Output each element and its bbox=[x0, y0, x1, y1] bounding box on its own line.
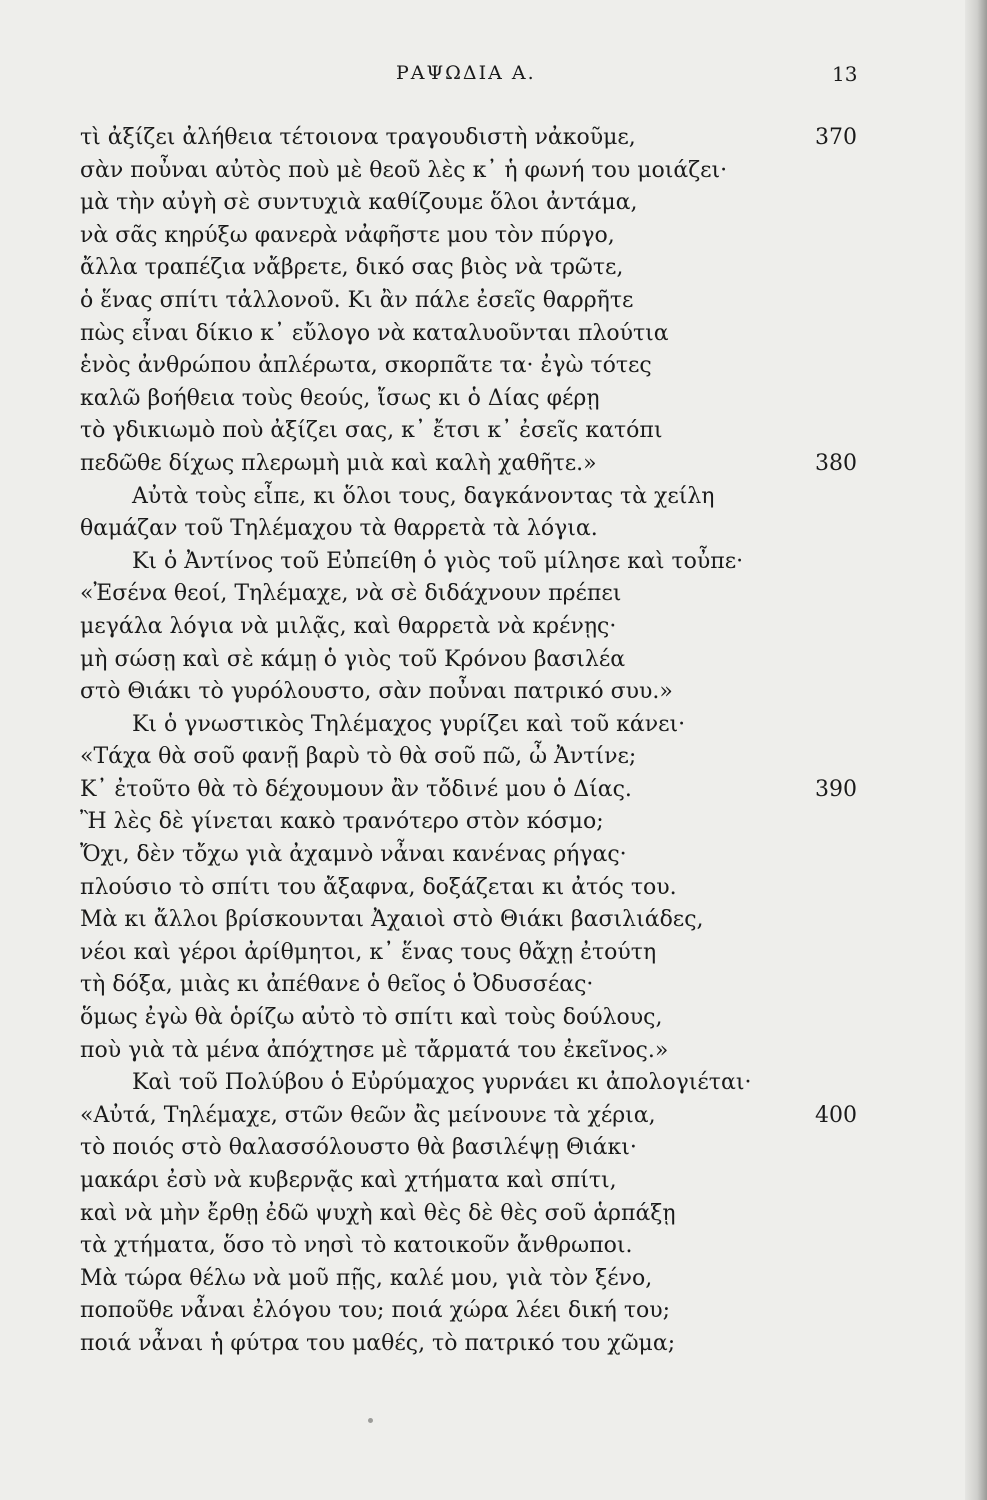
verse-text: μὰ τὴν αὐγὴ σὲ συντυχιὰ καθίζουμε ὅλοι ἀντάμα, bbox=[80, 190, 638, 216]
verse-text: Κι ὁ γνωστικὸς Τηλέμαχος γυρίζει καὶ τοῦ κάνει· bbox=[132, 711, 686, 737]
verse-text: μὴ σώσῃ καὶ σὲ κάμῃ ὁ γιὸς τοῦ Κρόνου βασιλέα bbox=[80, 646, 626, 672]
verse-text: ποὺ γιὰ τὰ μένα ἀπόχτησε μὲ τἄρματά του ἐκεῖνος.» bbox=[80, 1037, 669, 1063]
verse-line bbox=[80, 1165, 860, 1198]
verse-text: τὰ χτήματα, ὅσο τὸ νησὶ τὸ κατοικοῦν ἄνθρωποι. bbox=[80, 1233, 633, 1259]
verse-text: ποποῦθε νἆναι ἐλόγου του; ποιά χώρα λέει δική του; bbox=[80, 1298, 671, 1324]
line-number: 400 bbox=[815, 1102, 857, 1128]
verse-line bbox=[80, 1002, 860, 1035]
verse-text: Ὄχι, δὲν τὄχω γιὰ ἀχαμνὸ νἆναι κανένας ρήγας· bbox=[80, 842, 627, 868]
verse-text: Μὰ κι ἄλλοι βρίσκουνται Ἀχαιοὶ στὸ Θιάκι βασιλιάδες, bbox=[80, 907, 704, 933]
verse-text: νὰ σᾶς κηρύξω φανερὰ νἀφῆστε μου τὸν πύργο, bbox=[80, 222, 615, 248]
verse-line bbox=[80, 741, 860, 774]
verse-text: μεγάλα λόγια νὰ μιλᾷς, καὶ θαρρετὰ νὰ κρένῃς· bbox=[80, 613, 617, 639]
line-number: 390 bbox=[815, 776, 857, 802]
verse-line bbox=[80, 872, 860, 905]
verse-text: νέοι καὶ γέροι ἀρίθμητοι, κ᾽ ἕνας τους θἄχῃ ἐτούτη bbox=[80, 939, 657, 965]
verse-line bbox=[80, 1100, 860, 1133]
verse-line bbox=[80, 318, 860, 351]
verse-line bbox=[80, 1263, 860, 1296]
verse-line bbox=[80, 350, 860, 383]
verse-text: τὴ δόξα, μιὰς κι ἀπέθανε ὁ θεῖος ὁ Ὀδυσσέας· bbox=[80, 972, 594, 998]
verse-text: καὶ νὰ μὴν ἔρθῃ ἐδῶ ψυχὴ καὶ θὲς δὲ θὲς σοῦ ἁρπάξῃ bbox=[80, 1200, 676, 1226]
verse-text: πεδῶθε δίχως πλερωμὴ μιὰ καὶ καλὴ χαθῆτε.» bbox=[80, 450, 597, 476]
verse-text: ἄλλα τραπέζια νἄβρετε, δικό σας βιὸς νὰ τρῶτε, bbox=[80, 255, 624, 281]
verse-text: στὸ Θιάκι τὸ γυρόλουστο, σὰν ποὖναι πατρικό συυ.» bbox=[80, 679, 673, 705]
verse-line bbox=[80, 1295, 860, 1328]
verse-line bbox=[80, 969, 860, 1002]
verse-line bbox=[80, 122, 860, 155]
verse-line bbox=[80, 1198, 860, 1231]
verse-line bbox=[80, 774, 860, 807]
verse-text: μακάρι ἐσὺ νὰ κυβερνᾷς καὶ χτήματα καὶ σπίτι, bbox=[80, 1168, 617, 1193]
verse-text: «Αὐτά, Τηλέμαχε, στῶν θεῶν ἂς μείνουνε τὰ χέρια, bbox=[80, 1102, 656, 1128]
verse-line bbox=[80, 578, 860, 611]
verse-line bbox=[80, 709, 860, 742]
verse-text: Κ᾽ ἐτοῦτο θὰ τὸ δέχουμουν ἂν τὄδινέ μου ὁ Δίας. bbox=[80, 776, 632, 802]
verse-line bbox=[80, 155, 860, 188]
verse-text: ὁ ἕνας σπίτι τἀλλονοῦ. Κι ἂν πάλε ἐσεῖς θαρρῆτε bbox=[80, 287, 634, 313]
verse-line bbox=[80, 187, 860, 220]
page-number: 13 bbox=[832, 62, 858, 86]
verse-text: θαμάζαν τοῦ Τηλέμαχου τὰ θαρρετὰ τὰ λόγια. bbox=[80, 516, 598, 542]
verse-text: ποιά νἆναι ἡ φύτρα του μαθές, τὸ πατρικό του χῶμα; bbox=[80, 1330, 676, 1356]
page-header bbox=[0, 62, 987, 92]
verse-line bbox=[80, 481, 860, 514]
verse-text: Καὶ τοῦ Πολύβου ὁ Εὐρύμαχος γυρνάει κι ἀπολογιέται· bbox=[132, 1070, 752, 1096]
verse-line bbox=[80, 546, 860, 579]
verse-text: Αὐτὰ τοὺς εἶπε, κι ὅλοι τους, δαγκάνοντας τὰ χείλη bbox=[132, 483, 715, 509]
verse-line bbox=[80, 220, 860, 253]
verse-text: Μὰ τώρα θέλω νὰ μοῦ πῇς, καλέ μου, γιὰ τὸν ξένο, bbox=[80, 1265, 653, 1291]
verse-line bbox=[80, 1328, 860, 1361]
page-edge-shadow bbox=[965, 0, 987, 1500]
verse-line bbox=[80, 252, 860, 285]
verse-text: τὸ γδικιωμὸ ποὺ ἀξίζει σας, κ᾽ ἔτσι κ᾽ ἐσεῖς κατόπι bbox=[80, 418, 663, 444]
verse-text: πλούσιο τὸ σπίτι του ἄξαφνα, δοξάζεται κι ἀτός του. bbox=[80, 874, 677, 900]
verse-line bbox=[80, 383, 860, 416]
verse-line bbox=[80, 1230, 860, 1263]
verse-text-block bbox=[80, 122, 860, 1361]
verse-line bbox=[80, 1132, 860, 1165]
verse-text: Ἢ λὲς δὲ γίνεται κακὸ τρανότερο στὸν κόσμο; bbox=[80, 809, 604, 835]
verse-line bbox=[80, 1067, 860, 1100]
ink-dot bbox=[368, 1418, 373, 1423]
verse-text: τὸ ποιός στὸ θαλασσόλουστο θὰ βασιλέψῃ Θιάκι· bbox=[80, 1135, 637, 1161]
verse-text: σὰν ποὖναι αὐτὸς ποὺ μὲ θεοῦ λὲς κ᾽ ἡ φωνή του μοιάζει· bbox=[80, 157, 728, 183]
verse-line bbox=[80, 285, 860, 318]
verse-text: ἑνὸς ἀνθρώπου ἀπλέρωτα, σκορπᾶτε τα· ἐγὼ τότες bbox=[80, 353, 652, 379]
verse-line bbox=[80, 806, 860, 839]
verse-text: Κι ὁ Ἀντίνος τοῦ Εὐπείθη ὁ γιὸς τοῦ μίλησε καὶ τοὖπε· bbox=[132, 548, 744, 574]
line-number: 380 bbox=[815, 450, 857, 476]
verse-text: ὅμως ἐγὼ θὰ ὁρίζω αὐτὸ τὸ σπίτι καὶ τοὺς δούλους, bbox=[80, 1005, 663, 1031]
verse-line bbox=[80, 1035, 860, 1068]
verse-line bbox=[80, 448, 860, 481]
verse-line bbox=[80, 937, 860, 970]
verse-line bbox=[80, 904, 860, 937]
verse-line bbox=[80, 513, 860, 546]
verse-line bbox=[80, 644, 860, 677]
running-head: ΡΑΨΩΔΙΑ Α. bbox=[396, 62, 536, 84]
verse-text: «Τάχα θὰ σοῦ φανῇ βαρὺ τὸ θὰ σοῦ πῶ, ὦ Ἀντίνε; bbox=[80, 744, 637, 770]
verse-text: πὼς εἶναι δίκιο κ᾽ εὔλογο νὰ καταλυοῦνται πλούτια bbox=[80, 320, 669, 346]
verse-text: «Ἐσένα θεοί, Τηλέμαχε, νὰ σὲ διδάχνουν πρέπει bbox=[80, 581, 622, 607]
verse-text: καλῶ βοήθεια τοὺς θεούς, ἴσως κι ὁ Δίας φέρῃ bbox=[80, 385, 600, 411]
verse-line bbox=[80, 839, 860, 872]
verse-line bbox=[80, 676, 860, 709]
verse-text: τὶ ἀξίζει ἀλήθεια τέτοιονα τραγουδιστὴ νἀκοῦμε, bbox=[80, 125, 636, 150]
line-number: 370 bbox=[815, 125, 857, 150]
verse-line bbox=[80, 415, 860, 448]
verse-line bbox=[80, 611, 860, 644]
